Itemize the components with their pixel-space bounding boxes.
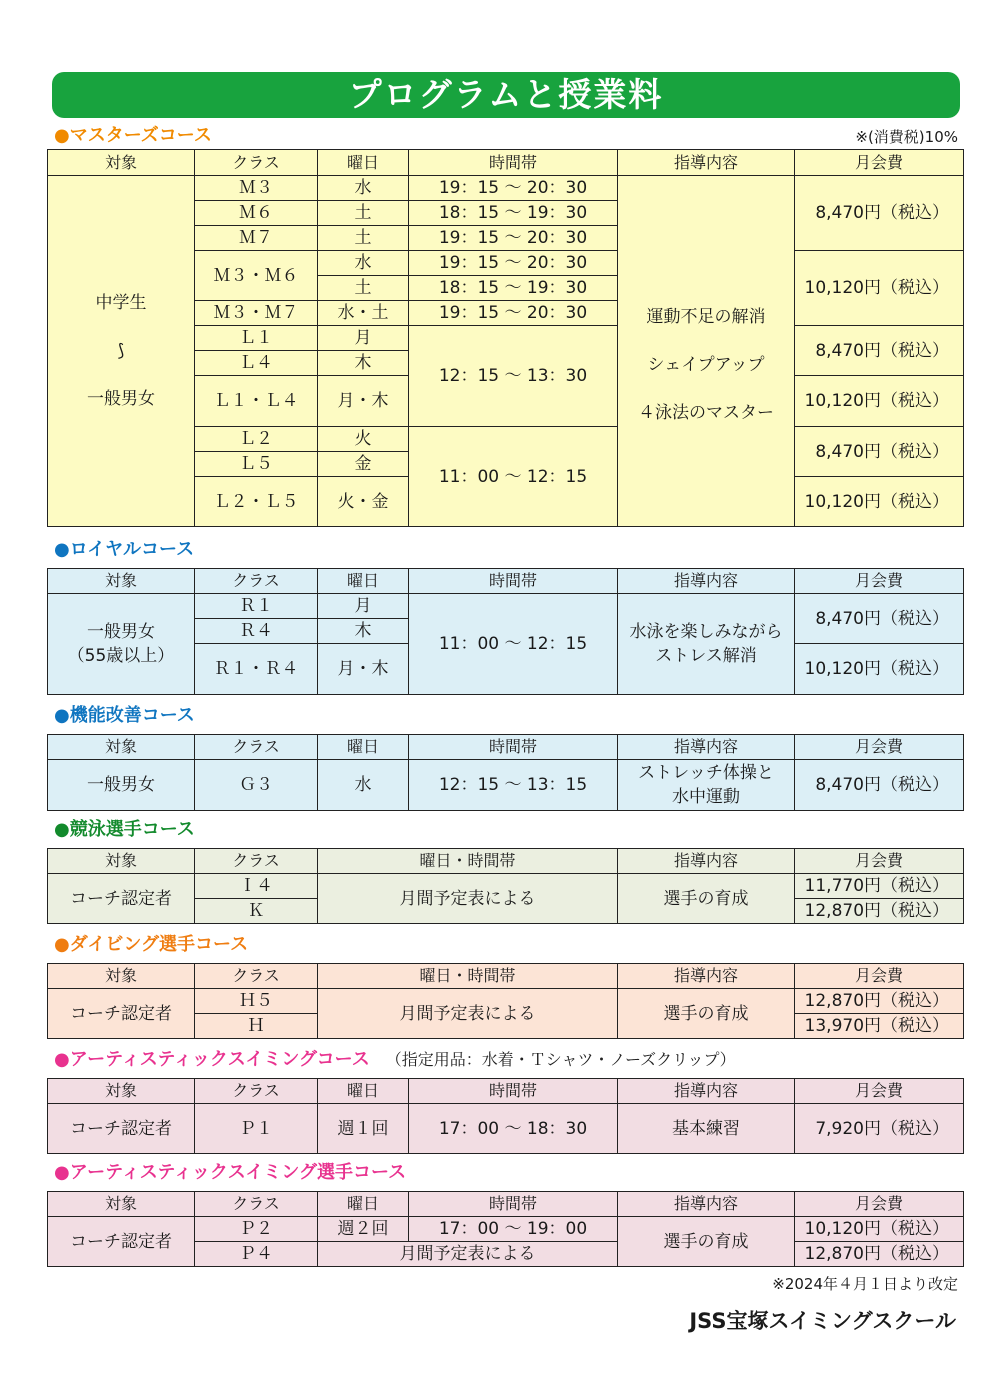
- table-row: [48, 874, 964, 899]
- header-class: クラス: [195, 1079, 318, 1104]
- target-line: 一般男女: [87, 389, 155, 409]
- time-cell: 18：15 ～ 19：30: [409, 201, 618, 226]
- content-cell: [618, 594, 795, 695]
- section-title-kyouei: ●競泳選手コース: [54, 819, 195, 840]
- masters-table: [47, 149, 964, 527]
- class-cell: Ｌ４: [195, 351, 318, 376]
- content-line: 運動不足の解消: [646, 307, 766, 327]
- target-cell: コーチ認定者: [48, 989, 195, 1039]
- day-cell: 木: [318, 351, 409, 376]
- artistic-table: [47, 1078, 964, 1154]
- class-cell: Ｒ１: [195, 594, 318, 619]
- class-cell: Ｌ２: [195, 427, 318, 452]
- header-day: 曜日: [318, 1192, 409, 1217]
- content-cell: [618, 176, 795, 527]
- day-cell: 月: [318, 594, 409, 619]
- header-content: 指導内容: [618, 964, 795, 989]
- day-cell: 火: [318, 427, 409, 452]
- target-cell: コーチ認定者: [48, 874, 195, 924]
- time-cell: 11：00 ～ 12：15: [409, 427, 618, 527]
- fee-cell: 13,970円（税込）: [795, 1014, 964, 1039]
- class-cell: Ｍ３・Ｍ７: [195, 301, 318, 326]
- table-header-row: [48, 735, 964, 760]
- header-content: 指導内容: [618, 849, 795, 874]
- day-cell: 週２回: [318, 1217, 409, 1242]
- header-content: 指導内容: [618, 1192, 795, 1217]
- header-content: 指導内容: [618, 1079, 795, 1104]
- target-line: ⟆: [117, 341, 125, 361]
- class-cell: Ｈ５: [195, 989, 318, 1014]
- day-cell: 土: [318, 201, 409, 226]
- header-target: 対象: [48, 964, 195, 989]
- day-cell: 木: [318, 619, 409, 644]
- artistic-equipment-note: （指定用品：水着・Ｔシャツ・ノーズクリップ）: [385, 1050, 736, 1069]
- header-target: 対象: [48, 1192, 195, 1217]
- header-target: 対象: [48, 569, 195, 594]
- time-cell: 17：00 ～ 18：30: [409, 1104, 618, 1154]
- revision-footnote: ※2024年４月１日より改定: [772, 1275, 958, 1293]
- content-cell: 選手の育成: [618, 989, 795, 1039]
- header-content: 指導内容: [618, 569, 795, 594]
- section-title-artistic: [54, 1049, 736, 1071]
- content-line: 水中運動: [672, 787, 740, 807]
- day-cell: 土: [318, 276, 409, 301]
- content-line: ４泳法のマスター: [638, 403, 774, 423]
- target-line: 一般男女: [87, 622, 155, 642]
- header-day-time: 曜日・時間帯: [318, 964, 618, 989]
- royal-table: [47, 568, 964, 695]
- fee-cell: 8,470円（税込）: [795, 427, 964, 477]
- target-cell: 一般男女: [48, 760, 195, 811]
- schedule-cell: 月間予定表による: [318, 1242, 618, 1267]
- class-cell: Ｌ２・Ｌ５: [195, 477, 318, 527]
- fee-cell: 10,120円（税込）: [795, 1217, 964, 1242]
- table-row: [48, 760, 964, 811]
- target-cell: [48, 176, 195, 527]
- day-cell: 月: [318, 326, 409, 351]
- section-title-royal: ●ロイヤルコース: [54, 539, 195, 560]
- fee-cell: 12,870円（税込）: [795, 989, 964, 1014]
- day-cell: 火・金: [318, 477, 409, 527]
- header-target: 対象: [48, 735, 195, 760]
- table-header-row: [48, 1192, 964, 1217]
- section-title-kinou: ●機能改善コース: [54, 705, 195, 726]
- day-cell: 月・木: [318, 376, 409, 427]
- table-row: [48, 594, 964, 619]
- fee-cell: 10,120円（税込）: [795, 644, 964, 695]
- day-cell: 水: [318, 251, 409, 276]
- day-cell: 水・土: [318, 301, 409, 326]
- class-cell: Ｍ７: [195, 226, 318, 251]
- table-row: [48, 176, 964, 201]
- school-name: JSS宝塚スイミングスクール: [689, 1309, 956, 1333]
- header-day: 曜日: [318, 569, 409, 594]
- header-fee: 月会費: [795, 735, 964, 760]
- target-line: 中学生: [95, 293, 147, 313]
- target-line: （55歳以上）: [67, 646, 175, 666]
- fee-cell: 10,120円（税込）: [795, 376, 964, 427]
- time-cell: 12：15 ～ 13：15: [409, 760, 618, 811]
- header-target: 対象: [48, 849, 195, 874]
- diving-table: [47, 963, 964, 1039]
- artistic-title-text: ●アーティスティックスイミングコース: [54, 1049, 370, 1070]
- fee-cell: 8,470円（税込）: [795, 176, 964, 251]
- day-cell: 水: [318, 760, 409, 811]
- day-cell: 水: [318, 176, 409, 201]
- fee-cell: 12,870円（税込）: [795, 899, 964, 924]
- time-cell: 12：15 ～ 13：30: [409, 326, 618, 427]
- class-cell: Ｋ: [195, 899, 318, 924]
- artistic-senshu-table: [47, 1191, 964, 1267]
- class-cell: Ｈ: [195, 1014, 318, 1039]
- class-cell: Ｐ２: [195, 1217, 318, 1242]
- content-cell: [618, 760, 795, 811]
- time-cell: 19：15 ～ 20：30: [409, 226, 618, 251]
- class-cell: Ｍ３・Ｍ６: [195, 251, 318, 301]
- header-class: クラス: [195, 569, 318, 594]
- content-line: ストレス解消: [655, 646, 757, 666]
- class-cell: Ｒ１・Ｒ４: [195, 644, 318, 695]
- header-fee: 月会費: [795, 1079, 964, 1104]
- time-cell: 19：15 ～ 20：30: [409, 251, 618, 276]
- time-cell: 11：00 ～ 12：15: [409, 594, 618, 695]
- fee-cell: 11,770円（税込）: [795, 874, 964, 899]
- class-cell: Ｐ４: [195, 1242, 318, 1267]
- table-row: [48, 1217, 964, 1242]
- header-day: 曜日: [318, 735, 409, 760]
- header-time: 時間帯: [409, 1192, 618, 1217]
- header-time: 時間帯: [409, 150, 618, 176]
- content-line: シェイプアップ: [647, 355, 765, 375]
- content-line: ストレッチ体操と: [638, 763, 774, 783]
- content-line: 水泳を楽しみながら: [629, 622, 783, 642]
- table-row: [48, 1104, 964, 1154]
- table-row: [48, 989, 964, 1014]
- header-class: クラス: [195, 964, 318, 989]
- section-title-masters: ●マスターズコース: [54, 125, 212, 146]
- time-cell: 19：15 ～ 20：30: [409, 301, 618, 326]
- header-content: 指導内容: [618, 150, 795, 176]
- time-cell: 17：00 ～ 19：00: [409, 1217, 618, 1242]
- day-cell: 週１回: [318, 1104, 409, 1154]
- header-time: 時間帯: [409, 569, 618, 594]
- section-title-diving: ●ダイビング選手コース: [54, 934, 249, 955]
- class-cell: Ｉ４: [195, 874, 318, 899]
- class-cell: Ｌ１: [195, 326, 318, 351]
- kyouei-table: [47, 848, 964, 924]
- header-fee: 月会費: [795, 849, 964, 874]
- content-cell: 基本練習: [618, 1104, 795, 1154]
- schedule-cell: 月間予定表による: [318, 989, 618, 1039]
- time-cell: 18：15 ～ 19：30: [409, 276, 618, 301]
- class-cell: Ｇ３: [195, 760, 318, 811]
- schedule-cell: 月間予定表による: [318, 874, 618, 924]
- class-cell: Ｍ３: [195, 176, 318, 201]
- header-fee: 月会費: [795, 1192, 964, 1217]
- target-cell: コーチ認定者: [48, 1217, 195, 1267]
- header-class: クラス: [195, 735, 318, 760]
- header-class: クラス: [195, 150, 318, 176]
- target-cell: コーチ認定者: [48, 1104, 195, 1154]
- fee-cell: 12,870円（税込）: [795, 1242, 964, 1267]
- fee-cell: 10,120円（税込）: [795, 477, 964, 527]
- header-fee: 月会費: [795, 569, 964, 594]
- class-cell: Ｒ４: [195, 619, 318, 644]
- fee-cell: 8,470円（税込）: [795, 326, 964, 376]
- content-cell: 選手の育成: [618, 1217, 795, 1267]
- fee-cell: 8,470円（税込）: [795, 760, 964, 811]
- header-target: 対象: [48, 150, 195, 176]
- header-content: 指導内容: [618, 735, 795, 760]
- header-day: 曜日: [318, 1079, 409, 1104]
- day-cell: 月・木: [318, 644, 409, 695]
- header-time: 時間帯: [409, 735, 618, 760]
- target-cell: [48, 594, 195, 695]
- header-target: 対象: [48, 1079, 195, 1104]
- kinou-table: [47, 734, 964, 811]
- header-day-time: 曜日・時間帯: [318, 849, 618, 874]
- class-cell: Ｌ５: [195, 452, 318, 477]
- table-header-row: [48, 964, 964, 989]
- day-cell: 金: [318, 452, 409, 477]
- day-cell: 土: [318, 226, 409, 251]
- fee-cell: 8,470円（税込）: [795, 594, 964, 644]
- table-header-row: [48, 150, 964, 176]
- table-header-row: [48, 1079, 964, 1104]
- page-title: プログラムと授業料: [52, 72, 960, 118]
- header-time: 時間帯: [409, 1079, 618, 1104]
- tax-note: ※(消費税)10%: [855, 128, 958, 146]
- fee-cell: 7,920円（税込）: [795, 1104, 964, 1154]
- header-fee: 月会費: [795, 964, 964, 989]
- content-cell: 選手の育成: [618, 874, 795, 924]
- header-class: クラス: [195, 1192, 318, 1217]
- header-class: クラス: [195, 849, 318, 874]
- class-cell: Ｐ１: [195, 1104, 318, 1154]
- time-cell: 19：15 ～ 20：30: [409, 176, 618, 201]
- class-cell: Ｍ６: [195, 201, 318, 226]
- fee-cell: 10,120円（税込）: [795, 251, 964, 326]
- header-fee: 月会費: [795, 150, 964, 176]
- table-header-row: [48, 569, 964, 594]
- table-header-row: [48, 849, 964, 874]
- header-day: 曜日: [318, 150, 409, 176]
- section-title-artistic-senshu: ●アーティスティックスイミング選手コース: [54, 1162, 407, 1183]
- class-cell: Ｌ１・Ｌ４: [195, 376, 318, 427]
